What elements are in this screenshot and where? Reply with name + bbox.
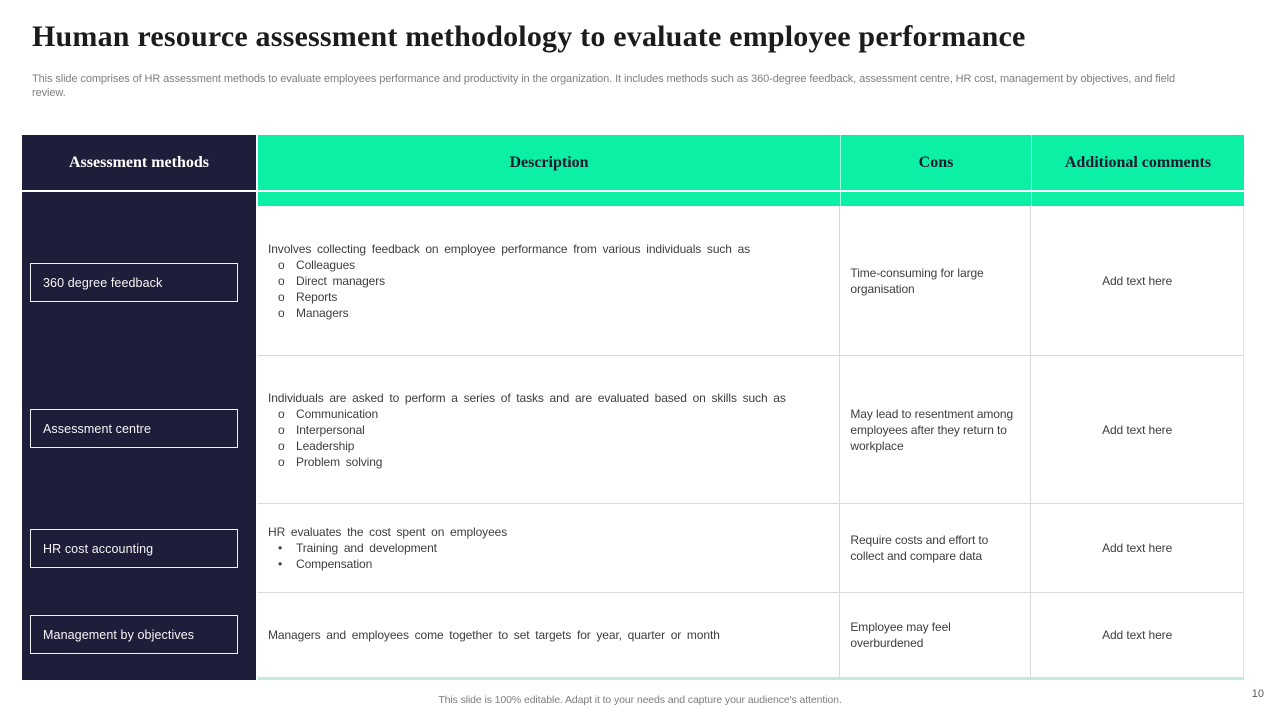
bullet-marker: o xyxy=(278,289,285,304)
header-divider xyxy=(22,190,1244,192)
table-row xyxy=(258,355,1243,503)
description-cell xyxy=(258,206,839,355)
header-additional-comments: Additional comments xyxy=(1031,135,1244,190)
additional-comments-placeholder[interactable]: Add text here xyxy=(1030,356,1243,503)
bullet-marker: • xyxy=(278,557,283,571)
bullet-marker: o xyxy=(278,257,285,272)
table-row xyxy=(258,206,1243,355)
methods-column-header: Assessment methods xyxy=(69,153,209,171)
cons-cell: Time-consuming for large organisation xyxy=(839,206,1030,355)
bullet-marker: • xyxy=(278,541,283,555)
description-intro: Involves collecting feedback on employee performance from various individuals such as xyxy=(268,241,751,256)
page-subtitle: This slide comprises of HR assessment methods to evaluate employees performance and productivity in the organization. It includes methods such as 360-degree feedback, assessment centre, HR cost, management by objectives, and field review. xyxy=(32,73,1175,99)
method-button-hr-cost-accounting[interactable]: HR cost accounting xyxy=(30,529,238,568)
bullet-marker: o xyxy=(278,273,285,288)
table-row xyxy=(258,503,1243,592)
list-item: o Communication xyxy=(268,406,825,422)
description-intro: HR evaluates the cost spent on employees xyxy=(268,525,508,539)
list-item: • Compensation xyxy=(268,556,825,572)
header-accent-strip xyxy=(258,192,1244,206)
list-item: o Colleagues xyxy=(268,257,825,273)
methods-column xyxy=(22,135,256,680)
description-cell xyxy=(258,356,839,503)
list-item: • Training and development xyxy=(268,540,825,556)
table-bottom-accent xyxy=(258,677,1244,680)
list-item: o Direct managers xyxy=(268,273,825,289)
description-intro: Individuals are asked to perform a series of tasks and are evaluated based on skills such as xyxy=(268,390,786,405)
bullet-marker: o xyxy=(278,438,285,453)
list-item: o Problem solving xyxy=(268,454,825,470)
cons-cell: Require costs and effort to collect and compare data xyxy=(839,504,1030,592)
description-cell xyxy=(258,593,839,677)
bullet-marker: o xyxy=(278,454,285,469)
header-cons: Cons xyxy=(840,135,1031,190)
table-row xyxy=(258,592,1243,677)
cons-cell: May lead to resentment among employees after they return to workplace xyxy=(839,356,1030,503)
description-intro: Managers and employees come together to set targets for year, quarter or month xyxy=(268,628,720,642)
additional-comments-placeholder[interactable]: Add text here xyxy=(1030,504,1243,592)
list-item: o Reports xyxy=(268,289,825,305)
additional-comments-placeholder[interactable]: Add text here xyxy=(1030,206,1243,355)
bullet-marker: o xyxy=(278,422,285,437)
method-button-assessment-centre[interactable]: Assessment centre xyxy=(30,409,238,448)
list-item: o Interpersonal xyxy=(268,422,825,438)
assessment-table xyxy=(22,135,1244,680)
list-item: o Managers xyxy=(268,305,825,321)
description-cell xyxy=(258,504,839,592)
cons-cell: Employee may feel overburdened xyxy=(839,593,1030,677)
bullet-marker: o xyxy=(278,305,285,320)
additional-comments-placeholder[interactable]: Add text here xyxy=(1030,593,1243,677)
list-item: o Leadership xyxy=(268,438,825,454)
page-number: 10 xyxy=(1251,688,1264,700)
page-title: Human resource assessment methodology to evaluate employee performance xyxy=(32,20,1026,53)
footer-note: This slide is 100% editable. Adapt it to your needs and capture your audience's attention. xyxy=(438,694,842,706)
bullet-marker: o xyxy=(278,406,285,421)
table-header-row xyxy=(258,135,1244,190)
method-button-360-degree-feedback[interactable]: 360 degree feedback xyxy=(30,263,238,302)
method-button-management-by-objectives[interactable]: Management by objectives xyxy=(30,615,238,654)
header-description: Description xyxy=(509,153,589,171)
table-body xyxy=(258,206,1244,677)
